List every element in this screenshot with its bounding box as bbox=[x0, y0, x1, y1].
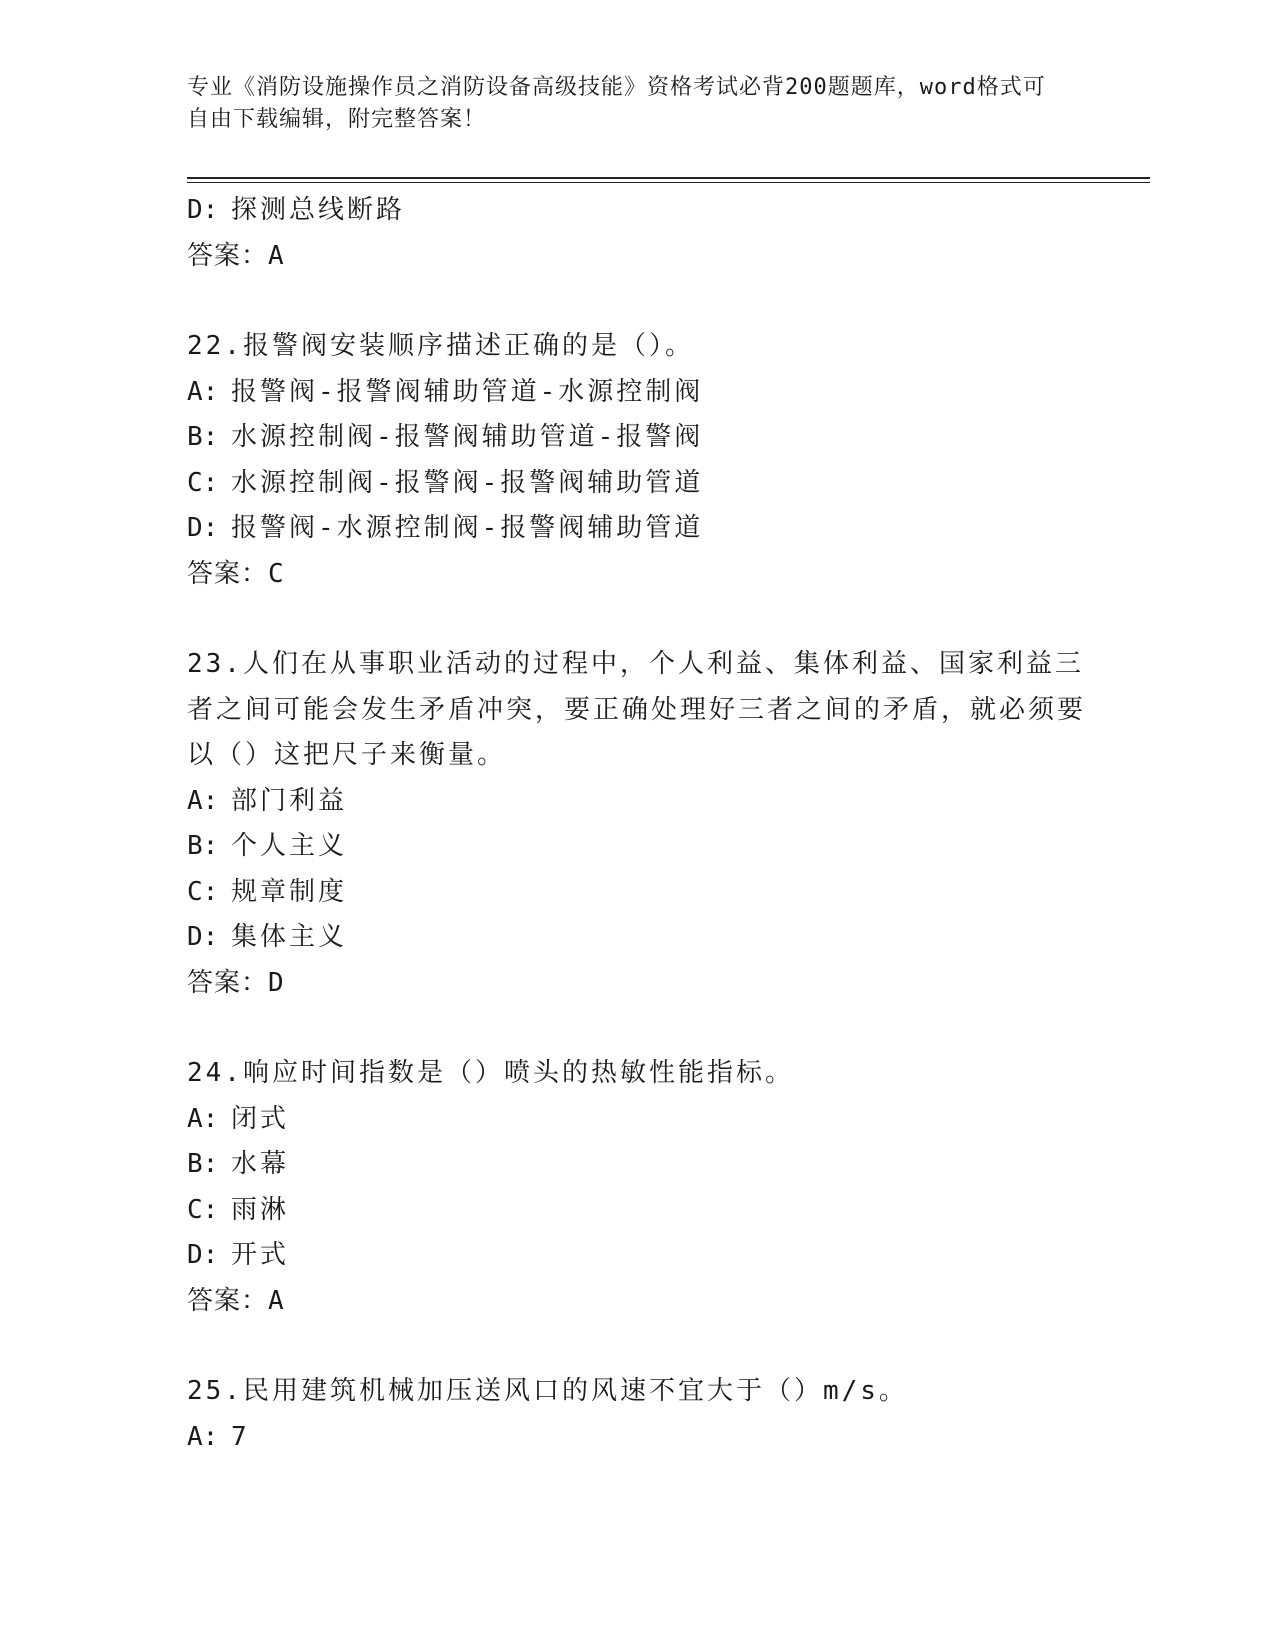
option-text: 集体主义 bbox=[231, 922, 348, 952]
option-a bbox=[187, 779, 1107, 825]
option-letter: A: bbox=[187, 1421, 219, 1452]
option-a bbox=[187, 370, 1107, 416]
option-letter: D: bbox=[187, 513, 219, 543]
option-c bbox=[187, 461, 1107, 507]
answer-value: C bbox=[268, 558, 284, 589]
option-a bbox=[187, 1415, 1107, 1461]
option-text: 部门利益 bbox=[231, 785, 348, 816]
answer-value: A bbox=[268, 1285, 284, 1316]
document-header: 专业《消防设施操作员之消防设备高级技能》资格考试必背200题题库，word格式可自由下载编辑，附完整答案！ bbox=[187, 75, 1046, 132]
option-letter: A: bbox=[187, 376, 219, 407]
question-24 bbox=[187, 1051, 1107, 1324]
question-25 bbox=[187, 1369, 1107, 1460]
answer-label: 答案： bbox=[187, 967, 269, 998]
answer-value: A bbox=[268, 240, 284, 271]
option-b bbox=[187, 824, 1107, 870]
option-c bbox=[187, 870, 1107, 916]
option-letter: B: bbox=[187, 831, 219, 861]
question-stem: 25.民用建筑机械加压送风口的风速不宜大于（）m/s。 bbox=[187, 1376, 908, 1406]
option-text: 水源控制阀-报警阀-报警阀辅助管道 bbox=[231, 467, 704, 498]
option-c bbox=[187, 1188, 1107, 1234]
question-22 bbox=[187, 324, 1107, 597]
option-text: 规章制度 bbox=[231, 876, 348, 907]
option-text: 闭式 bbox=[231, 1103, 290, 1134]
carryover-answer bbox=[187, 234, 1107, 280]
answer-label: 答案： bbox=[187, 558, 269, 589]
option-letter: C: bbox=[187, 1194, 219, 1225]
option-letter: B: bbox=[187, 422, 219, 452]
option-d bbox=[187, 915, 1107, 961]
option-letter: C: bbox=[187, 467, 219, 498]
option-text: 7 bbox=[231, 1421, 250, 1452]
answer-line bbox=[187, 552, 1107, 598]
answer-label: 答案： bbox=[187, 1285, 269, 1316]
answer-label: 答案： bbox=[187, 240, 269, 271]
option-text: 个人主义 bbox=[231, 831, 348, 861]
question-list bbox=[187, 188, 1107, 1460]
carryover-option bbox=[187, 188, 1107, 234]
option-letter: A: bbox=[187, 1103, 219, 1134]
option-b bbox=[187, 415, 1107, 461]
option-letter: D: bbox=[187, 195, 219, 225]
option-letter: A: bbox=[187, 785, 219, 816]
option-letter: D: bbox=[187, 922, 219, 952]
question-stem: 24.响应时间指数是（）喷头的热敏性能指标。 bbox=[187, 1058, 794, 1088]
answer-line bbox=[187, 961, 1107, 1007]
option-d bbox=[187, 1233, 1107, 1279]
option-text: 水源控制阀-报警阀辅助管道-报警阀 bbox=[231, 422, 704, 452]
option-letter: C: bbox=[187, 876, 219, 907]
option-letter: D: bbox=[187, 1240, 219, 1270]
option-text: 水幕 bbox=[231, 1149, 290, 1179]
option-text: 开式 bbox=[231, 1240, 290, 1270]
option-d bbox=[187, 506, 1107, 552]
option-text: 报警阀-水源控制阀-报警阀辅助管道 bbox=[231, 513, 704, 543]
question-stem: 23.人们在从事职业活动的过程中，个人利益、集体利益、国家利益三者之间可能会发生矛盾冲突，要正确处理好三者之间的矛盾，就必须要以（）这把尺子来衡量。 bbox=[187, 649, 1087, 770]
option-a bbox=[187, 1097, 1107, 1143]
option-text: 雨淋 bbox=[231, 1194, 290, 1225]
option-text: 报警阀-报警阀辅助管道-水源控制阀 bbox=[231, 376, 704, 407]
question-23 bbox=[187, 642, 1107, 1006]
option-letter: B: bbox=[187, 1149, 219, 1179]
option-b bbox=[187, 1142, 1107, 1188]
answer-value: D bbox=[268, 967, 284, 998]
header-rule-thick bbox=[187, 177, 1150, 179]
header-rule-thin bbox=[187, 182, 1150, 183]
option-text: 探测总线断路 bbox=[231, 195, 406, 225]
question-stem: 22.报警阀安装顺序描述正确的是（）。 bbox=[187, 331, 694, 361]
answer-line bbox=[187, 1279, 1107, 1325]
